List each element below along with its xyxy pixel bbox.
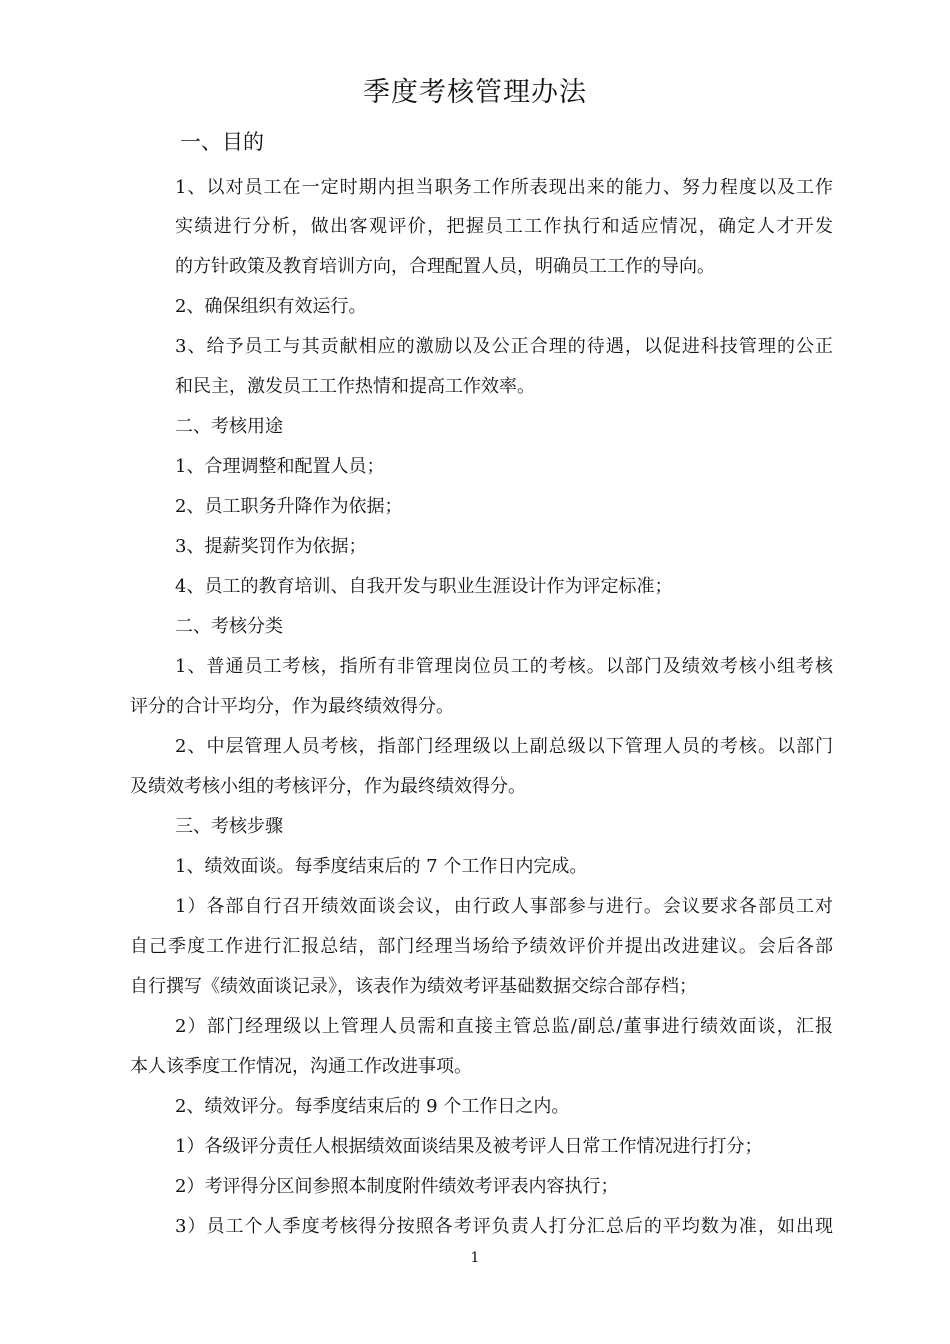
paragraph-line: 2、确保组织有效运行。: [175, 296, 367, 317]
paragraph-line: 和民主，激发员工工作热情和提高工作效率。: [175, 376, 535, 397]
paragraph-line: 及绩效考核小组的考核评分，作为最终绩效得分。: [130, 776, 526, 797]
section-heading-classification: 二、考核分类: [175, 616, 283, 637]
list-item: 3、提薪奖罚作为依据；: [175, 536, 367, 557]
page-number: 1: [470, 1250, 480, 1266]
paragraph-line: 自行撰写《绩效面谈记录》，该表作为绩效考评基础数据交综合部存档；: [130, 976, 697, 997]
paragraph-line: 2、绩效评分。每季度结束后的 9 个工作日之内。: [175, 1096, 570, 1117]
paragraph-line: 的方针政策及教育培训方向，合理配置人员，明确员工工作的导向。: [175, 256, 715, 277]
section-heading-usage: 二、考核用途: [175, 416, 283, 437]
list-item: 4、员工的教育培训、自我开发与职业生涯设计作为评定标准；: [175, 576, 673, 597]
paragraph-line: 3、给予员工与其贡献相应的激励以及公正合理的待遇，以促进科技管理的公正: [175, 336, 833, 357]
paragraph-line: 1、以对员工在一定时期内担当职务工作所表现出来的能力、努力程度以及工作: [175, 177, 833, 198]
paragraph-line: 1、普通员工考核，指所有非管理岗位员工的考核。以部门及绩效考核小组考核: [175, 656, 833, 677]
paragraph-line: 评分的合计平均分，作为最终绩效得分。: [130, 696, 454, 717]
section-heading-steps: 三、考核步骤: [175, 816, 283, 837]
paragraph-line: 2）考评得分区间参照本制度附件绩效考评表内容执行；: [175, 1176, 619, 1197]
paragraph-line: 自己季度工作进行汇报总结，部门经理当场给予绩效评价并提出改进建议。会后各部: [130, 936, 833, 957]
paragraph-line: 实绩进行分析，做出客观评价，把握员工工作执行和适应情况，确定人才开发: [175, 216, 833, 237]
paragraph-line: 1、绩效面谈。每季度结束后的 7 个工作日内完成。: [175, 856, 588, 877]
paragraph-line: 2、中层管理人员考核，指部门经理级以上副总级以下管理人员的考核。以部门: [175, 736, 833, 757]
paragraph-line: 本人该季度工作情况，沟通工作改进事项。: [130, 1056, 472, 1077]
list-item: 2、员工职务升降作为依据；: [175, 496, 403, 517]
paragraph-line: 1）各级评分责任人根据绩效面谈结果及被考评人日常工作情况进行打分；: [175, 1136, 763, 1157]
section-heading-purpose: 一、目的: [180, 130, 264, 154]
paragraph-line: 3）员工个人季度考核得分按照各考评负责人打分汇总后的平均数为准，如出现: [175, 1216, 833, 1237]
paragraph-line: 2）部门经理级以上管理人员需和直接主管总监/副总/董事进行绩效面谈，汇报: [175, 1016, 833, 1037]
paragraph-line: 1）各部自行召开绩效面谈会议，由行政人事部参与进行。会议要求各部员工对: [175, 896, 833, 917]
document-title: 季度考核管理办法: [363, 77, 587, 108]
list-item: 1、合理调整和配置人员；: [175, 456, 385, 477]
